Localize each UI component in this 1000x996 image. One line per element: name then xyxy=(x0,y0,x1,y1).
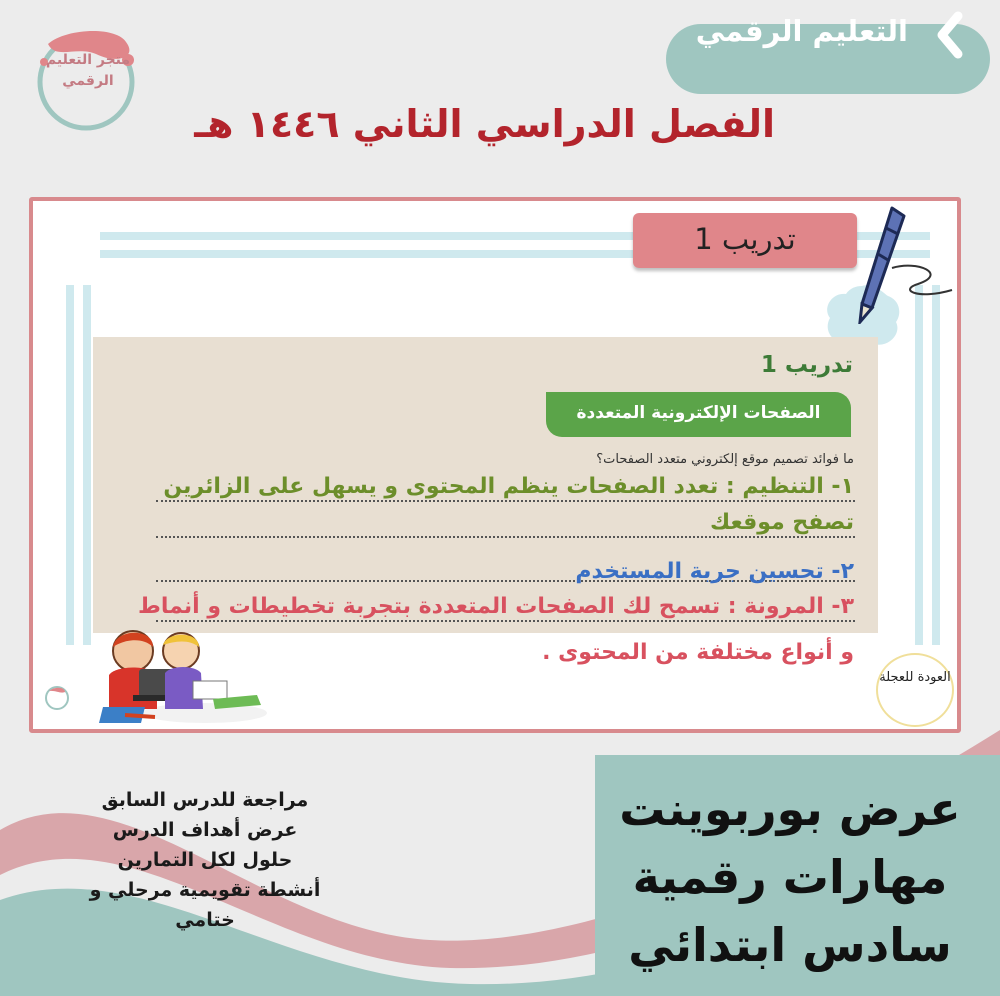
semester-title: الفصل الدراسي الثاني ١٤٤٦ هـ xyxy=(194,102,775,146)
feature-item: مراجعة للدرس السابق xyxy=(101,789,309,811)
answer-1-line-1: ١- التنظيم : تعدد الصفحات ينظم المحتوى و يسهل على الزائرين xyxy=(163,474,854,499)
answer-3-line-1: ٣- المرونة : تسمح لك الصفحات المتعددة بتجربة تخطيطات و أنماط xyxy=(138,594,854,619)
feature-item: أنشطة تقويمية مرحلي و xyxy=(89,879,321,901)
feature-item: عرض أهداف الدرس xyxy=(112,819,298,841)
decor-stripe xyxy=(83,285,91,645)
category-label: التعليم الرقمي xyxy=(695,14,908,48)
answer-1-line-2: تصفح موقعك xyxy=(709,510,854,535)
training-tab-label: تدريب 1 xyxy=(694,222,796,256)
decor-stripe xyxy=(932,285,940,645)
decor-stripe xyxy=(66,285,74,645)
chevron-left-icon[interactable] xyxy=(924,6,982,64)
exercise-title: تدريب 1 xyxy=(760,352,853,378)
feature-item: حلول لكل التمارين xyxy=(117,849,293,871)
question-text: ما فوائد تصميم موقع إلكتروني متعدد الصفحات؟ xyxy=(596,452,854,467)
store-logo-text: متجر التعليم الرقمي xyxy=(45,52,131,89)
pen-icon xyxy=(848,204,958,324)
kids-laptop-illustration xyxy=(95,625,270,725)
back-to-wheel-button[interactable] xyxy=(876,653,954,727)
answer-line xyxy=(156,500,855,502)
answer-line xyxy=(156,620,855,622)
product-line-3: سادس ابتدائي xyxy=(628,918,952,972)
product-line-1: عرض بوربوينت xyxy=(619,782,961,836)
topic-label: الصفحات الإلكترونية المتعددة xyxy=(576,403,821,423)
decor-stripe xyxy=(915,285,923,645)
product-line-2: مهارات رقمية xyxy=(632,850,948,904)
features-list xyxy=(40,785,370,935)
mini-store-logo-icon xyxy=(43,684,71,712)
back-to-wheel-label: العودة للعجلة xyxy=(879,670,951,685)
feature-item: ختامي xyxy=(175,909,235,931)
product-title xyxy=(600,775,980,979)
answer-line xyxy=(156,536,855,538)
answer-2: ٢- تحسين جربة المستخدم xyxy=(575,559,854,584)
answer-3-line-2: و أنواع مختلفة من المحتوى . xyxy=(542,640,854,665)
